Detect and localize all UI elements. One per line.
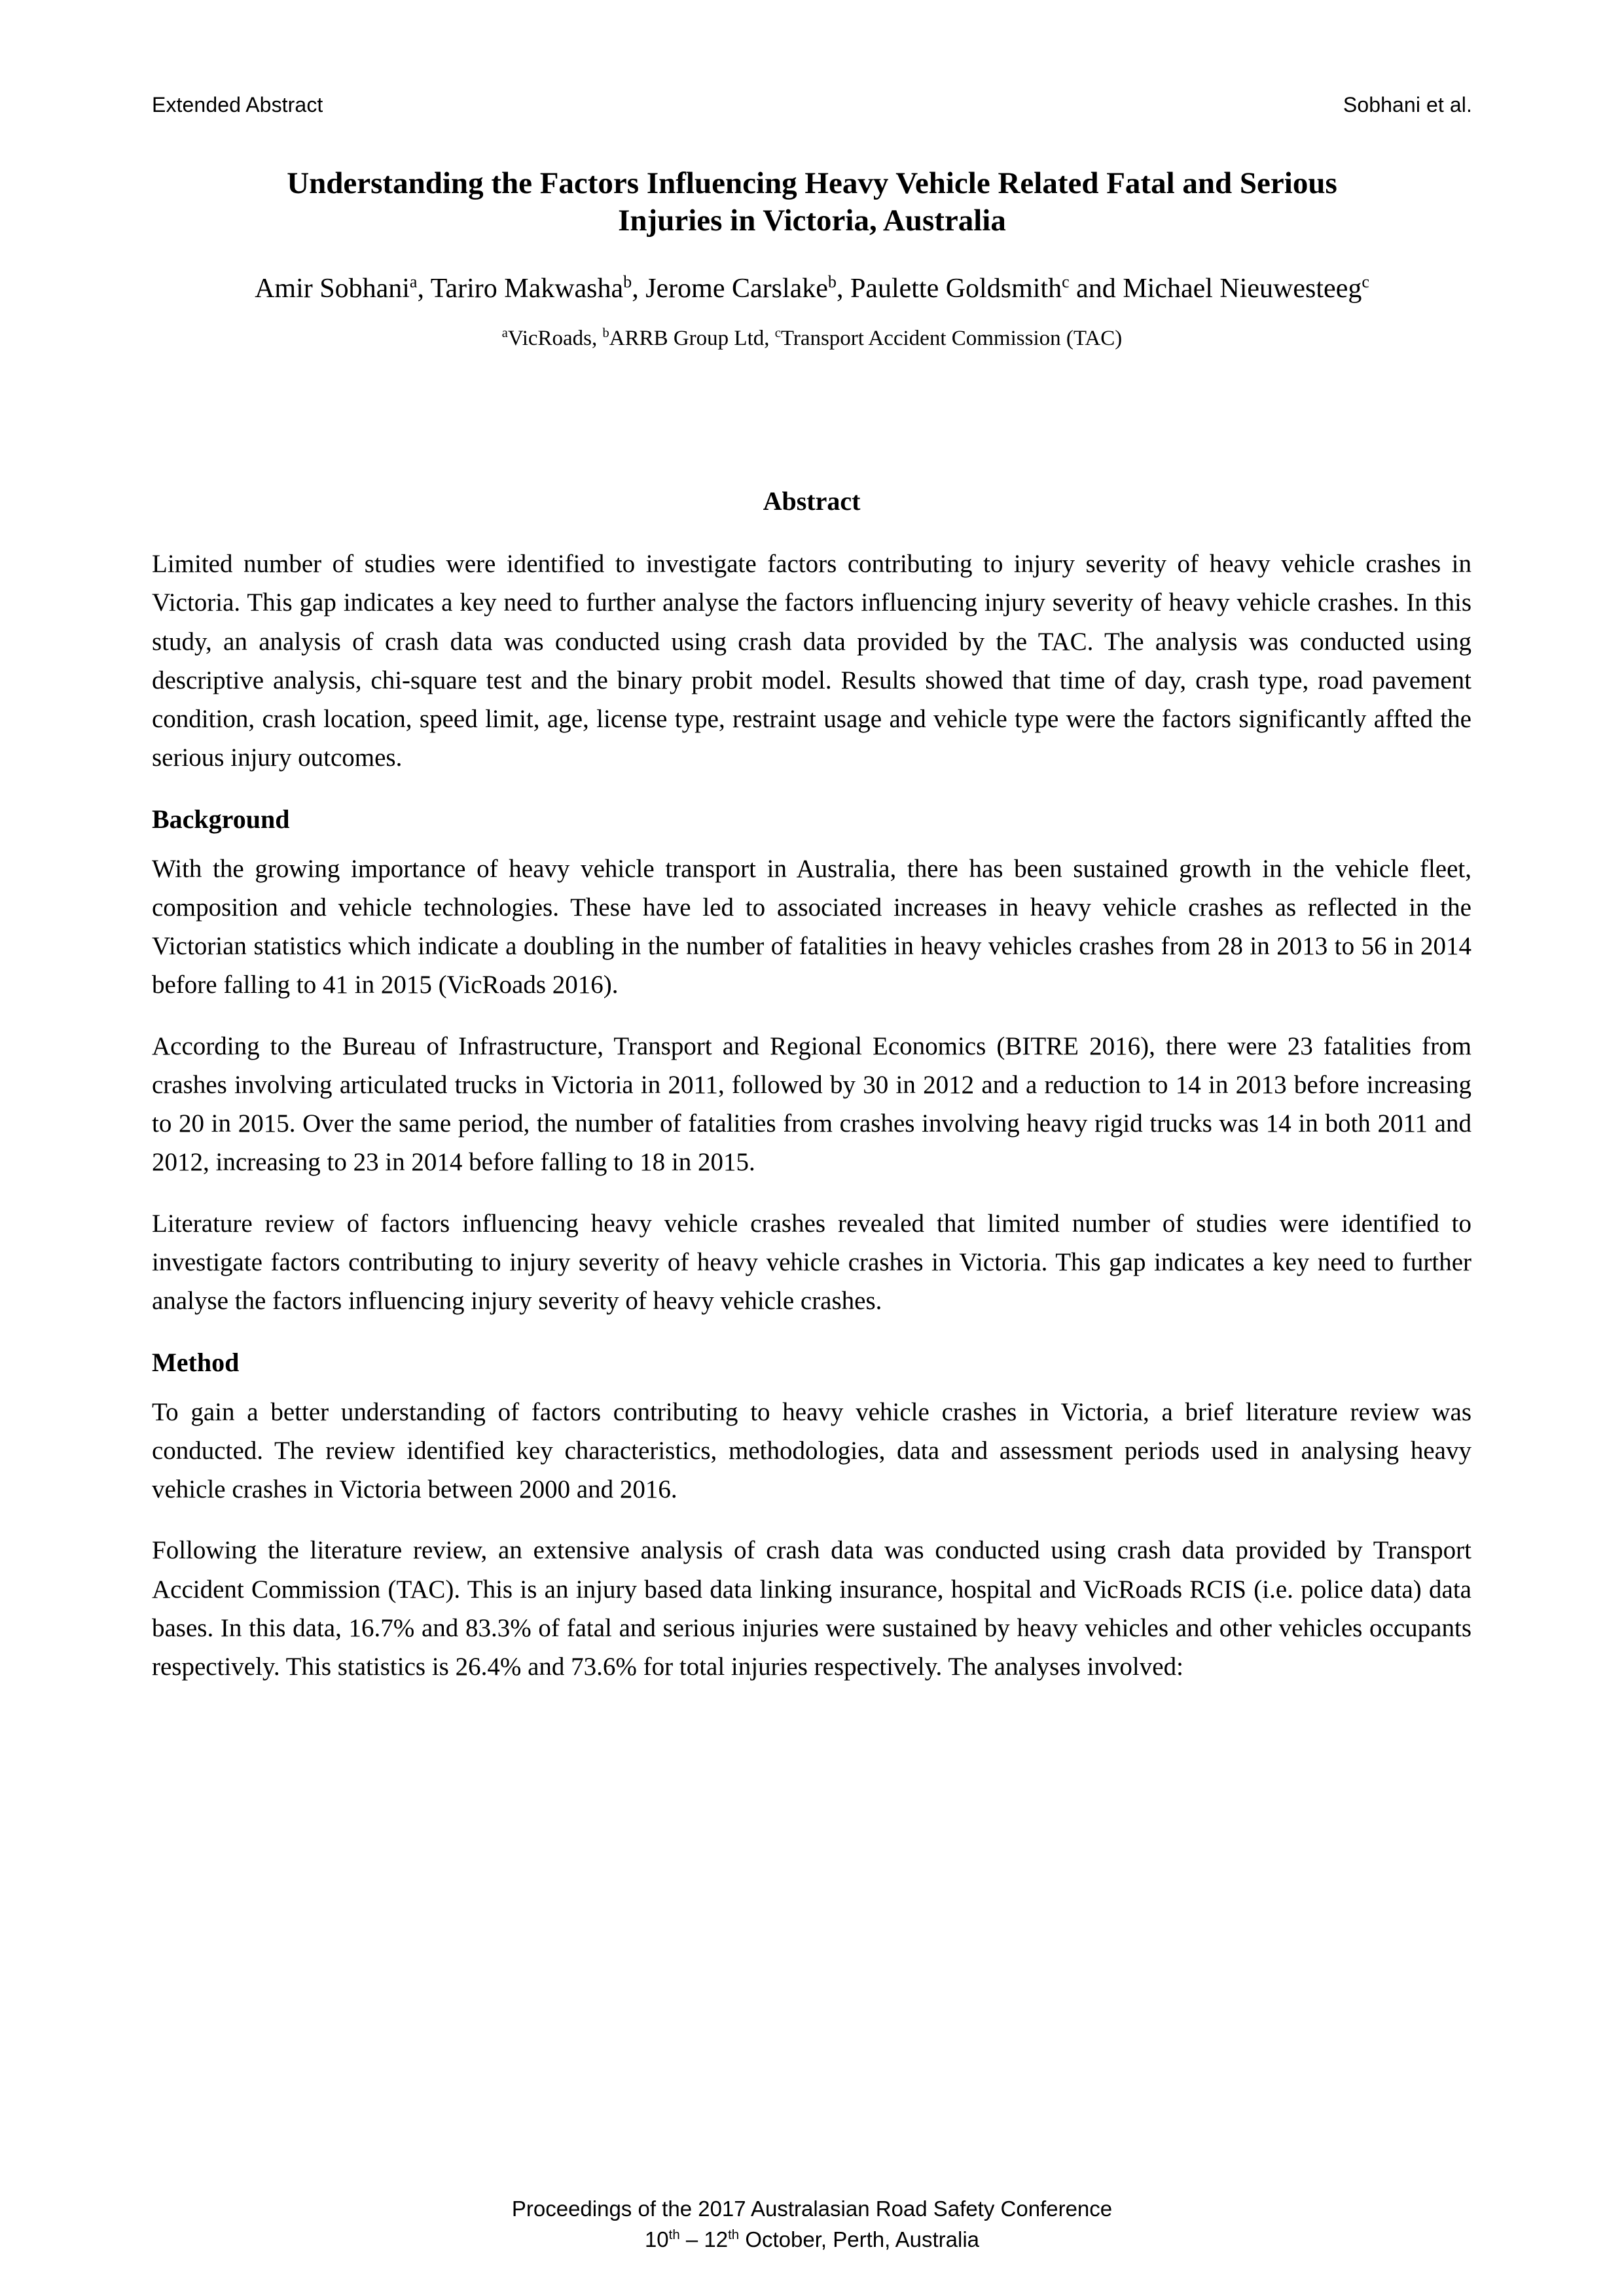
- author-separator: and: [1069, 273, 1123, 304]
- affiliation-name: Transport Accident Commission (TAC): [780, 327, 1123, 351]
- title-block: [152, 165, 1472, 352]
- title-line-1: Understanding the Factors Influencing Heavy Vehicle Related Fatal and: [287, 166, 1233, 200]
- author-affiliation-marker: c: [1062, 272, 1070, 291]
- ordinal-suffix: th: [668, 2227, 680, 2243]
- title-line-2: Serious Injuries in Victoria, Australia: [618, 166, 1337, 238]
- page-footer: [152, 2194, 1472, 2255]
- header-left-text: Extended Abstract: [152, 93, 323, 117]
- affiliation-list: [152, 306, 1472, 352]
- running-header: [152, 93, 1472, 117]
- author-name: Jerome Carslake: [645, 273, 828, 304]
- author-affiliation-marker: b: [623, 272, 632, 291]
- footer-day-start: 10: [644, 2227, 669, 2252]
- affiliation-marker: c: [774, 326, 781, 341]
- method-paragraph-2: Following the literature review, an extensive analysis of crash data was conducted using crash data provided by Transport Accident Commission (TAC). This is an injury based data linking insurance, hospital and VicRoads RCIS (i.e. police data) data bases. In this data, 16.7% and 83.3% of fatal and serious injuries were sustained by heavy vehicles and other vehicles occupants respectively. This statistics is 26.4% and 73.6% for total injuries respectively. The analyses involved:: [152, 1536, 1471, 1681]
- background-paragraph-3: Literature review of factors influencing heavy vehicle crashes revealed that limited number of studies were identified to investigate factors contributing to injury severity of heavy vehicle crashes in Victoria. This gap indicates a key need to further analyse the factors influencing injury severity of heavy vehicle crashes.: [152, 1209, 1471, 1316]
- author-name: Tariro Makwasha: [430, 273, 624, 304]
- affiliation-name: VicRoads,: [507, 327, 603, 351]
- author-name: Paulette Goldsmith: [850, 273, 1062, 304]
- author-separator: ,: [417, 273, 431, 304]
- author-affiliation-marker: b: [827, 272, 837, 291]
- affiliation-name: ARRB Group Ltd,: [609, 327, 775, 351]
- affiliation-marker: a: [501, 326, 508, 341]
- footer-location: October, Perth, Australia: [739, 2227, 980, 2252]
- page-title: [152, 165, 1472, 240]
- author-affiliation-marker: c: [1362, 272, 1369, 291]
- abstract-paragraph: Limited number of studies were identified to investigate factors contributing to injury severity of heavy vehicle crashes in Victoria. This gap indicates a key need to further analyse the factors influencing injury severity of heavy vehicle crashes. In this study, an analysis of crash data was conducted using crash data provided by the TAC. The analysis was conducted using descriptive analysis, chi-square test and the binary probit model. Results showed that time of day, crash type, road pavement condition, crash location, speed limit, age, license type, restraint usage and vehicle type were the factors significantly affted the serious injury outcomes.: [152, 550, 1471, 772]
- document-body: [152, 486, 1471, 1686]
- author-separator: ,: [632, 273, 646, 304]
- background-paragraph-1: With the growing importance of heavy vehicle transport in Australia, there has been sustained growth in the vehicle fleet, composition and vehicle technologies. These have led to associated increases in heavy vehicle crashes as reflected in the Victorian statistics which indicate a doubling in the number of fatalities in heavy vehicles crashes from 28 in 2013 to 56 in 2014 before falling to 41 in 2015 (VicRoads 2016).: [152, 854, 1471, 999]
- abstract-heading: Abstract: [763, 486, 861, 516]
- author-affiliation-marker: a: [409, 272, 418, 291]
- method-paragraph-1: To gain a better understanding of factors contributing to heavy vehicle crashes in Victoria, a brief literature review was conducted. The review identified key characteristics, methodologies, data and assessment periods used in analysing heavy vehicle crashes in Victoria between 2000 and 2016.: [152, 1397, 1471, 1504]
- ordinal-suffix: th: [728, 2227, 740, 2243]
- background-heading: Background: [152, 804, 290, 834]
- footer-line-1: Proceedings of the 2017 Australasian Road Safety Conference: [511, 2197, 1113, 2221]
- author-name: Michael Nieuwesteeg: [1123, 273, 1362, 304]
- affiliation-marker: b: [602, 326, 609, 341]
- background-paragraph-2: According to the Bureau of Infrastructure, Transport and Regional Economics (BITRE 2016), there were 23 fatalities from crashes involving articulated trucks in Victoria in 2011, followed by 30 in 2012 and a reduction to 14 in 2013 before increasing to 20 in 2015. Over the same period, the number of fatalities from crashes involving heavy rigid trucks was 14 in both 2011 and 2012, increasing to 23 in 2014 before falling to 18 in 2015.: [152, 1031, 1471, 1177]
- footer-day-end: – 12: [679, 2227, 729, 2252]
- footer-line-2: [152, 2225, 1472, 2255]
- author-name: Amir Sobhani: [255, 273, 410, 304]
- header-right-text: Sobhani et al.: [1343, 93, 1472, 117]
- author-separator: ,: [836, 273, 850, 304]
- method-heading: Method: [152, 1347, 240, 1377]
- author-list: [152, 240, 1472, 306]
